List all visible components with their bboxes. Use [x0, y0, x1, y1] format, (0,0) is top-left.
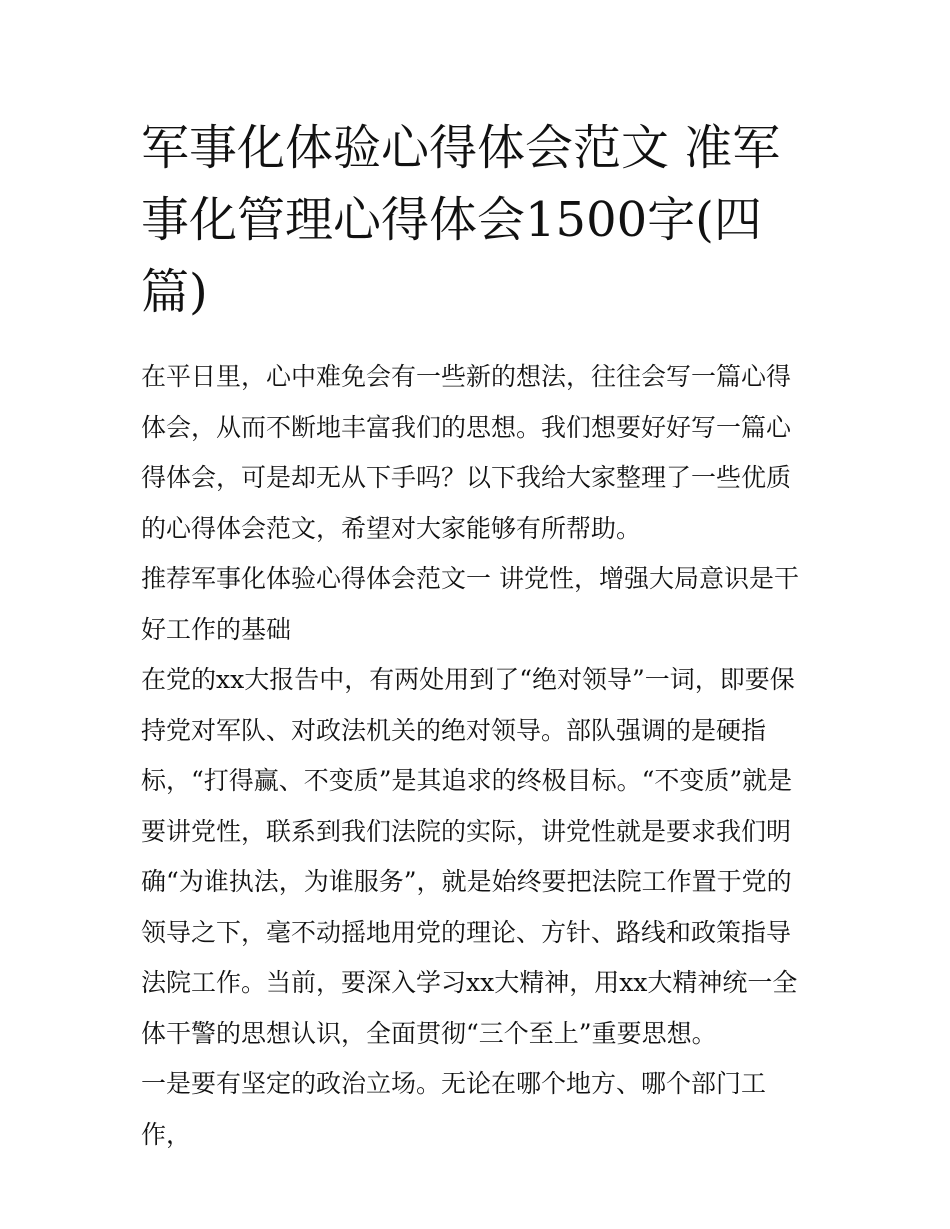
section-heading-paragraph: 推荐军事化体验心得体会范文一 讲党性，增强大局意识是干好工作的基础 [141, 564, 799, 644]
document-body [141, 112, 813, 1160]
body-paragraph-continued: 一是要有坚定的政治立场。无论在哪个地方、哪个部门工作， [141, 1069, 767, 1149]
document-title: 军事化体验心得体会范文 准军事化管理心得体会1500字(四篇) [141, 120, 781, 320]
intro-paragraph: 在平日里，心中难免会有一些新的想法，往往会写一篇心得体会，从而不断地丰富我们的思想。我们想要好好写一篇心得体会，可是却无从下手吗？以下我给大家整理了一些优质的心得体会范文，希望对大家能够有所帮助。 [141, 362, 792, 543]
body-paragraph: 在党的xx大报告中，有两处用到了“绝对领导”一词，即要保持党对军队、对政法机关的绝对领导。部队强调的是硬指标，“打得赢、不变质”是其追求的终极目标。“不变质”就是要讲党性，联系到我们法院的实际，讲党性就是要求我们明确“为谁执法，为谁服务”，就是始终要把法院工作置于党的领导之下，毫不动摇地用党的理论、方针、路线和政策指导法院工作。当前，要深入学习xx大精神，用xx大精神统一全体干警的思想认识，全面贯彻“三个至上”重要思想。 [141, 665, 798, 1048]
